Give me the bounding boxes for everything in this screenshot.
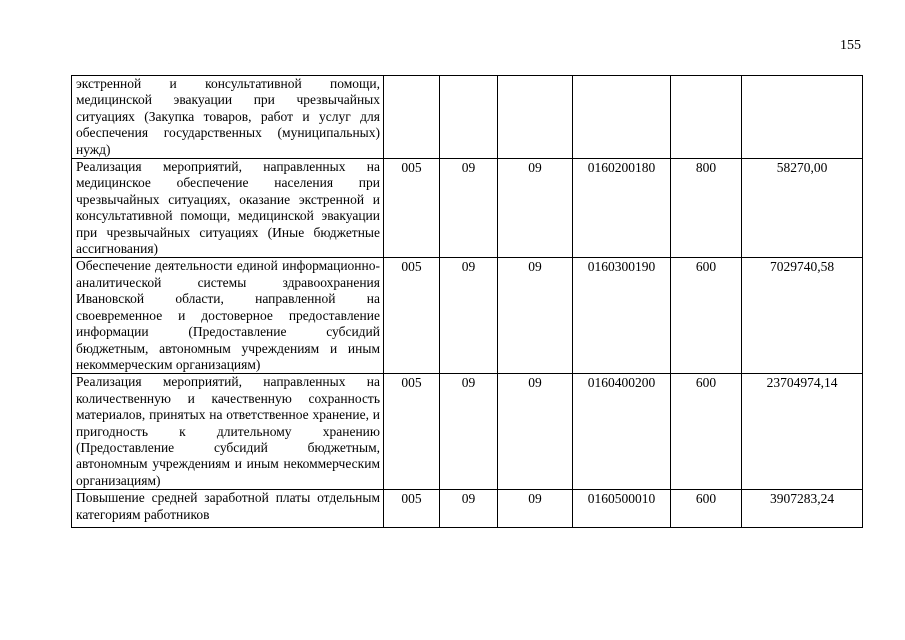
row-grbs: 005	[384, 159, 440, 258]
row-subsection: 09	[498, 159, 573, 258]
row-section	[440, 76, 498, 159]
row-amount: 23704974,14	[742, 374, 863, 490]
row-expense-type: 600	[671, 490, 742, 528]
row-target-article: 0160400200	[573, 374, 671, 490]
row-section: 09	[440, 258, 498, 374]
row-grbs	[384, 76, 440, 159]
row-grbs: 005	[384, 490, 440, 528]
table-row	[72, 76, 863, 159]
row-amount	[742, 76, 863, 159]
row-description: Реализация мероприятий, направленных на медицинское обеспечение населения при чрезвычайных ситуациях, оказание экстренной и консультативной помощи, медицинской эвакуации при чрезвычайных ситуациях (Иные бюджетные ассигнования)	[72, 159, 384, 258]
row-subsection: 09	[498, 374, 573, 490]
row-subsection: 09	[498, 490, 573, 528]
row-target-article: 0160200180	[573, 159, 671, 258]
row-expense-type: 800	[671, 159, 742, 258]
page-number: 155	[840, 38, 861, 53]
row-description-cell	[72, 490, 384, 528]
row-description: Обеспечение деятельности единой информационно-аналитической системы здравоохранения Ивановской области, направленной на своевременное и достоверное предоставление информации (Предоставление субсидий бюджетным, автономным учреждениям и иным некоммерческим организациям)	[72, 258, 384, 374]
row-expense-type: 600	[671, 374, 742, 490]
row-description: экстренной и консультативной помощи, медицинской эвакуации при чрезвычайных ситуациях (Закупка товаров, работ и услуг для обеспечения государственных (муниципальных) нужд)	[72, 76, 384, 159]
row-target-article: 0160500010	[573, 490, 671, 528]
table-row	[72, 159, 863, 258]
row-expense-type	[671, 76, 742, 159]
row-grbs: 005	[384, 374, 440, 490]
row-target-article	[573, 76, 671, 159]
table-row	[72, 490, 863, 528]
row-grbs: 005	[384, 258, 440, 374]
row-expense-type: 600	[671, 258, 742, 374]
row-section: 09	[440, 490, 498, 528]
row-description: Повышение средней заработной платы отдельным категориям работников	[76, 490, 380, 522]
row-subsection	[498, 76, 573, 159]
table-row	[72, 374, 863, 490]
budget-table	[71, 75, 863, 528]
row-subsection: 09	[498, 258, 573, 374]
row-amount: 58270,00	[742, 159, 863, 258]
table-row	[72, 258, 863, 374]
row-section: 09	[440, 374, 498, 490]
row-target-article: 0160300190	[573, 258, 671, 374]
row-amount: 3907283,24	[742, 490, 863, 528]
row-description: Реализация мероприятий, направленных на количественную и качественную сохранность материалов, принятых на ответственное хранение, и пригодность к длительному хранению (Предоставление субсидий бюджетным, автономным учреждениям и иным некоммерческим организациям)	[72, 374, 384, 490]
row-section: 09	[440, 159, 498, 258]
row-amount: 7029740,58	[742, 258, 863, 374]
